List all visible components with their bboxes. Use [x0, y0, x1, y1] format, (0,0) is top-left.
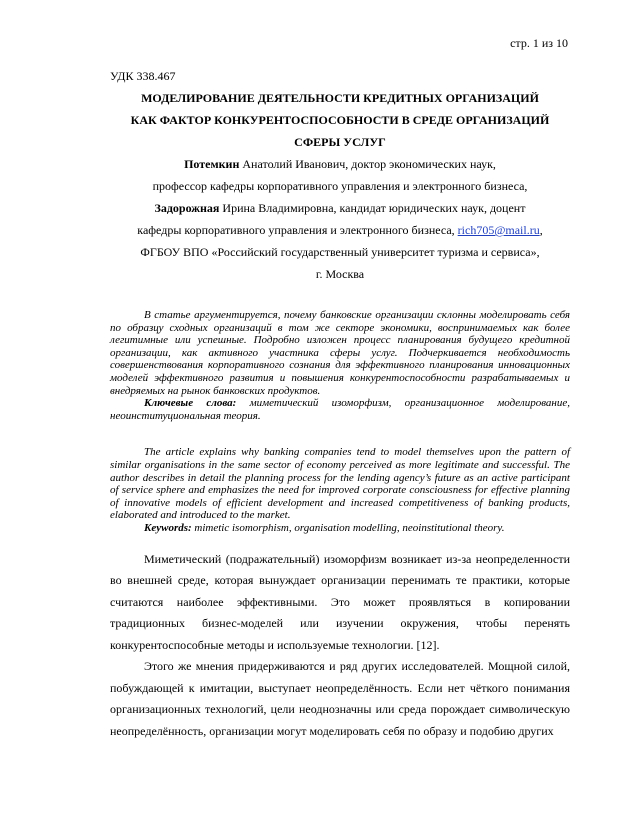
city: г. Москва [315, 267, 365, 281]
author-1 [110, 153, 570, 175]
udk-code: УДК 338.467 [110, 69, 176, 83]
author-1-surname: Потемкин [184, 157, 240, 171]
affiliation: ФГБОУ ВПО «Российский государственный университет туризма и сервиса», [140, 245, 540, 259]
body-paragraph-1: Миметический (подражательный) изоморфизм возникает из-за неопределенности во внешней среде, которая вынуждает организации перенимать те практики, которые считаются наиболее эффективными. Это может проявляться в копировании традиционных бизнес-моделей или изучении окружения, чтобы перенять конкурентоспособные методы и используемые технологии. [12]. [110, 551, 570, 652]
body-paragraph-2: Этого же мнения придерживаются и ряд других исследователей. Мощной силой, побуждающей к имитации, выступает неопределённость. Если нет чёткого понимания организационных технологий, цели неоднозначны или среда порождает символическую неопределённость, организации могут моделировать себя по образу и подобию других [110, 659, 570, 738]
abstract-en-text: The article explains why banking companies tend to model themselves upon the pattern of similar organisations in the same sector of economy perceived as more legitimate and successful. The author describes in detail the planning process for the lending agency’s future as an active participant of service sphere and emphasizes the need for improved corporate consciousness for effective planning of innovative models of efficient development and increased competitiveness of banking products, elaborated and introduced to the market. [110, 446, 570, 522]
author-2-department: кафедры корпоративного управления и электронного бизнеса, [137, 223, 458, 237]
author-2 [110, 197, 570, 219]
page-number: стр. 1 из 10 [510, 36, 568, 50]
keywords-en [110, 522, 570, 535]
title-line-2: КАК ФАКТОР КОНКУРЕНТОСПОСОБНОСТИ В СРЕДЕ ОРГАНИЗАЦИЙ [130, 113, 550, 127]
abstract-russian [110, 309, 570, 422]
authors-block [110, 153, 570, 285]
keywords-en-label: Keywords: [144, 521, 192, 534]
title-line-1: МОДЕЛИРОВАНИЕ ДЕЯТЕЛЬНОСТИ КРЕДИТНЫХ ОРГАНИЗАЦИЙ [141, 91, 539, 105]
keywords-ru-list: миметический изоморфизм, организационное моделирование, неоинституциональная теория. [110, 397, 571, 422]
abstract-ru-text: В статье аргументируется, почему банковские организации склонны моделировать себя по образцу сходных организаций в том же секторе экономики, воспринимаемых как более легитимные или успешные. Подробно изложен процесс планирования будущего кредитной организации, как активного участника сферы услуг. Подчеркивается необходимость совершенствования корпоративного сознания для эффективного планирования инновационных моделей эффективного развития и повышения конкурентоспособности разрабатываемых и внедряемых на рынок банковских продуктов. [110, 309, 570, 397]
author-2-details: Ирина Владимировна, кандидат юридических наук, доцент [219, 201, 526, 215]
author-1-details: Анатолий Иванович, доктор экономических наук, [239, 157, 496, 171]
email-link[interactable]: rich705@mail.ru [457, 223, 540, 237]
article-title [110, 87, 570, 153]
keywords-ru-label: Ключевые слова: [144, 397, 237, 410]
abstract-english [110, 446, 570, 534]
title-line-3: СФЕРЫ УСЛУГ [294, 135, 386, 149]
author-2-position [110, 219, 570, 241]
author-1-position: профессор кафедры корпоративного управления и электронного бизнеса, [152, 179, 528, 193]
article-content [110, 69, 570, 742]
keywords-ru [110, 397, 570, 422]
article-body [110, 549, 570, 743]
author-2-comma: , [539, 223, 543, 237]
keywords-en-list: mimetic isomorphism, organisation modelling, neoinstitutional theory. [191, 521, 505, 534]
author-2-surname: Задорожная [154, 201, 220, 215]
